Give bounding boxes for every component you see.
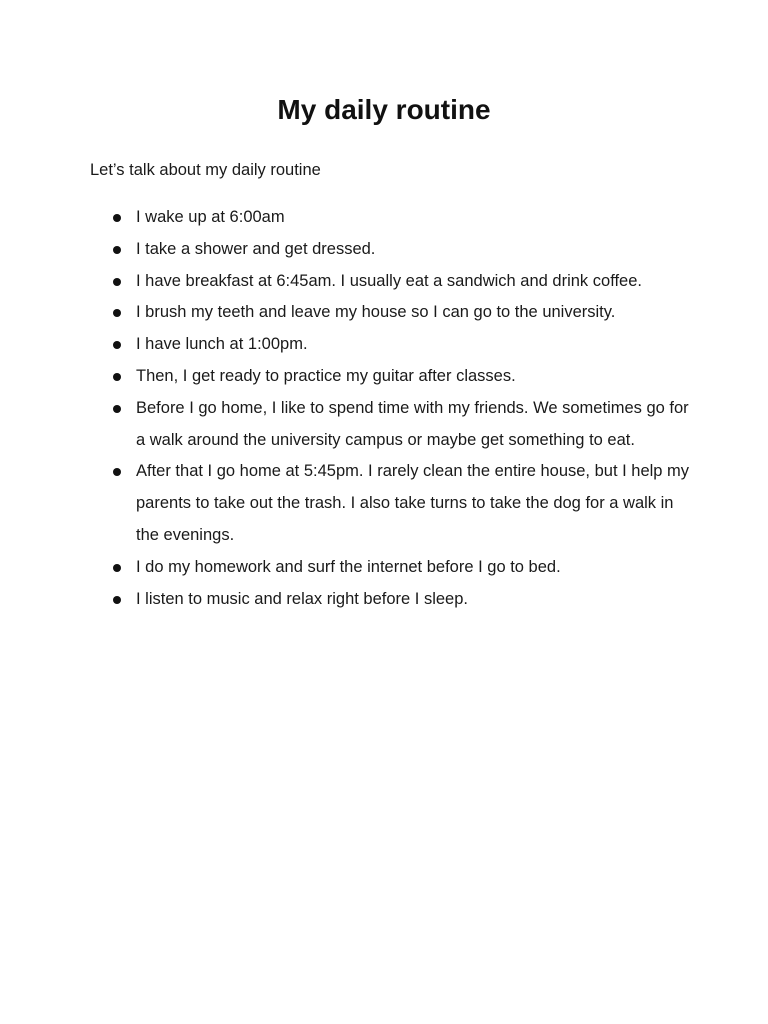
list-item <box>110 329 690 361</box>
list-item <box>110 552 690 584</box>
list-item-text: I have lunch at 1:00pm. <box>136 335 308 354</box>
bullet-icon <box>113 246 121 254</box>
list-item-text: Before I go home, I like to spend time with my friends. We sometimes go for a walk around the university campus or maybe get something to eat. <box>136 398 689 449</box>
bullet-icon <box>113 278 121 286</box>
list-item <box>110 361 690 393</box>
list-item-text: I have breakfast at 6:45am. I usually eat a sandwich and drink coffee. <box>136 271 642 290</box>
list-item <box>110 393 690 457</box>
bullet-icon <box>113 468 121 476</box>
list-item-text: I listen to music and relax right before I sleep. <box>136 589 468 608</box>
bullet-icon <box>113 373 121 381</box>
bullet-icon <box>113 214 121 222</box>
list-item-text: I wake up at 6:00am <box>136 208 285 226</box>
page-title: My daily routine <box>277 94 491 125</box>
bullet-icon <box>113 341 121 349</box>
list-item <box>110 234 690 266</box>
list-item-text: I brush my teeth and leave my house so I can go to the university. <box>136 303 616 322</box>
list-item-text: After that I go home at 5:45pm. I rarely clean the entire house, but I help my parents to take out the trash. I also take turns to take the dog for a walk in the evenings. <box>136 462 690 544</box>
list-item <box>110 584 690 616</box>
bullet-icon <box>113 596 121 604</box>
list-item-text: Then, I get ready to practice my guitar after classes. <box>136 366 516 385</box>
routine-list <box>110 202 690 615</box>
list-item <box>110 456 690 551</box>
intro-paragraph: Let’s talk about my daily routine <box>90 161 321 179</box>
bullet-icon <box>113 309 121 317</box>
list-item <box>110 202 690 234</box>
bullet-icon <box>113 405 121 413</box>
list-item <box>110 297 690 329</box>
list-item-text: I do my homework and surf the internet before I go to bed. <box>136 557 561 576</box>
list-item-text: I take a shower and get dressed. <box>136 239 376 258</box>
bullet-icon <box>113 564 121 572</box>
list-item <box>110 266 690 298</box>
